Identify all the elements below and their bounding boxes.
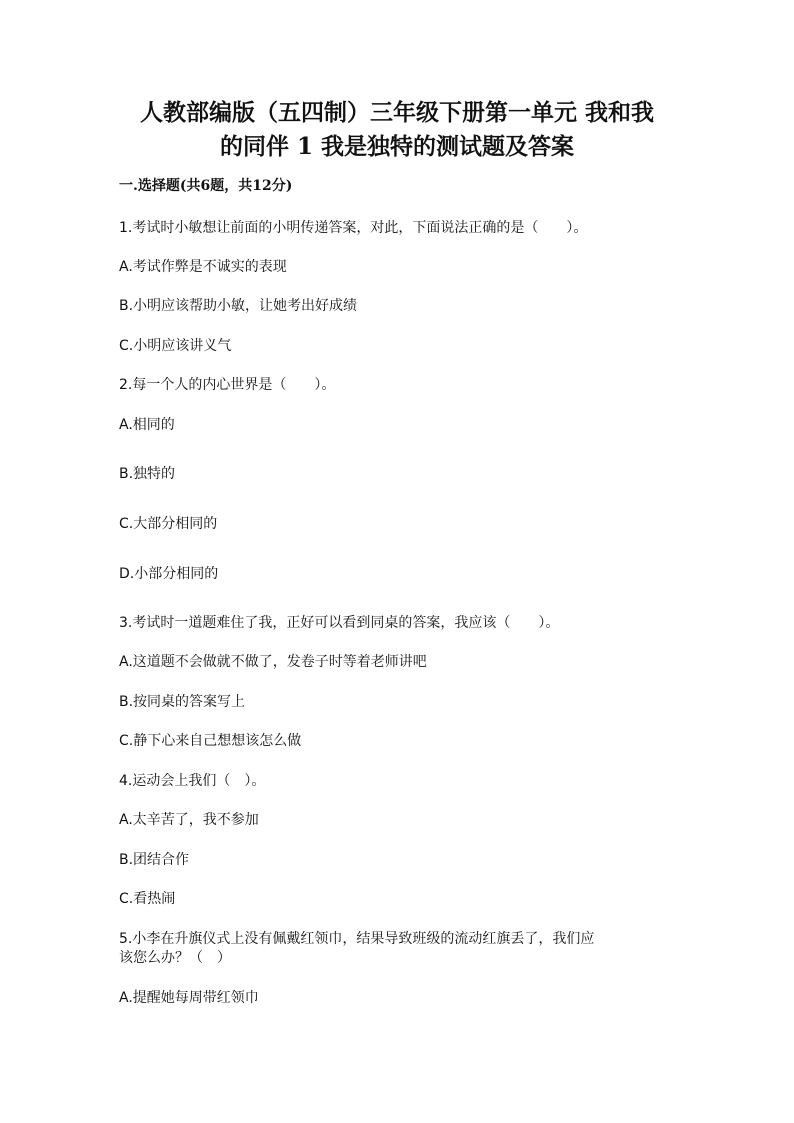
document-title-line-2: 的同伴 1 我是独特的测试题及答案 [219, 133, 575, 160]
question-2-option-d: D.小部分相同的 [119, 566, 219, 582]
document-title-line-1: 人教部编版（五四制）三年级下册第一单元 我和我 [139, 99, 654, 126]
question-4-option-c: C.看热闹 [119, 891, 176, 907]
question-4-option-b: B.团结合作 [119, 852, 190, 868]
question-4-option-a: A.太辛苦了，我不参加 [119, 812, 259, 828]
question-3-stem: 3.考试时一道题难住了我，正好可以看到同桌的答案，我应该（ ）。 [119, 615, 560, 631]
question-1-option-a: A.考试作弊是不诚实的表现 [119, 259, 287, 275]
question-5-option-a: A.提醒她每周带红领巾 [119, 990, 259, 1006]
question-3-option-b: B.按同桌的答案写上 [119, 694, 246, 710]
question-2-option-b: B.独特的 [119, 466, 176, 482]
question-5-stem-line-1: 5.小李在升旗仪式上没有佩戴红领巾，结果导致班级的流动红旗丢了，我们应 [119, 931, 595, 947]
question-3-option-a: A.这道题不会做就不做了，发卷子时等着老师讲吧 [119, 654, 427, 670]
section-heading: 一.选择题(共6题，共12分) [119, 178, 293, 194]
question-1-option-b: B.小明应该帮助小敏，让她考出好成绩 [119, 298, 358, 314]
question-3-option-c: C.静下心来自己想想该怎么做 [119, 733, 302, 749]
question-2-option-c: C.大部分相同的 [119, 516, 218, 532]
question-2-stem: 2.每一个人的内心世界是（ ）。 [119, 377, 336, 393]
question-1-option-c: C.小明应该讲义气 [119, 338, 232, 354]
question-1-stem: 1.考试时小敏想让前面的小明传递答案，对此，下面说法正确的是（ ）。 [119, 220, 588, 236]
question-5-stem-line-2: 该您么办？（ ） [119, 950, 231, 966]
question-4-stem: 4.运动会上我们（ ）。 [119, 773, 266, 789]
question-2-option-a: A.相同的 [119, 417, 175, 433]
